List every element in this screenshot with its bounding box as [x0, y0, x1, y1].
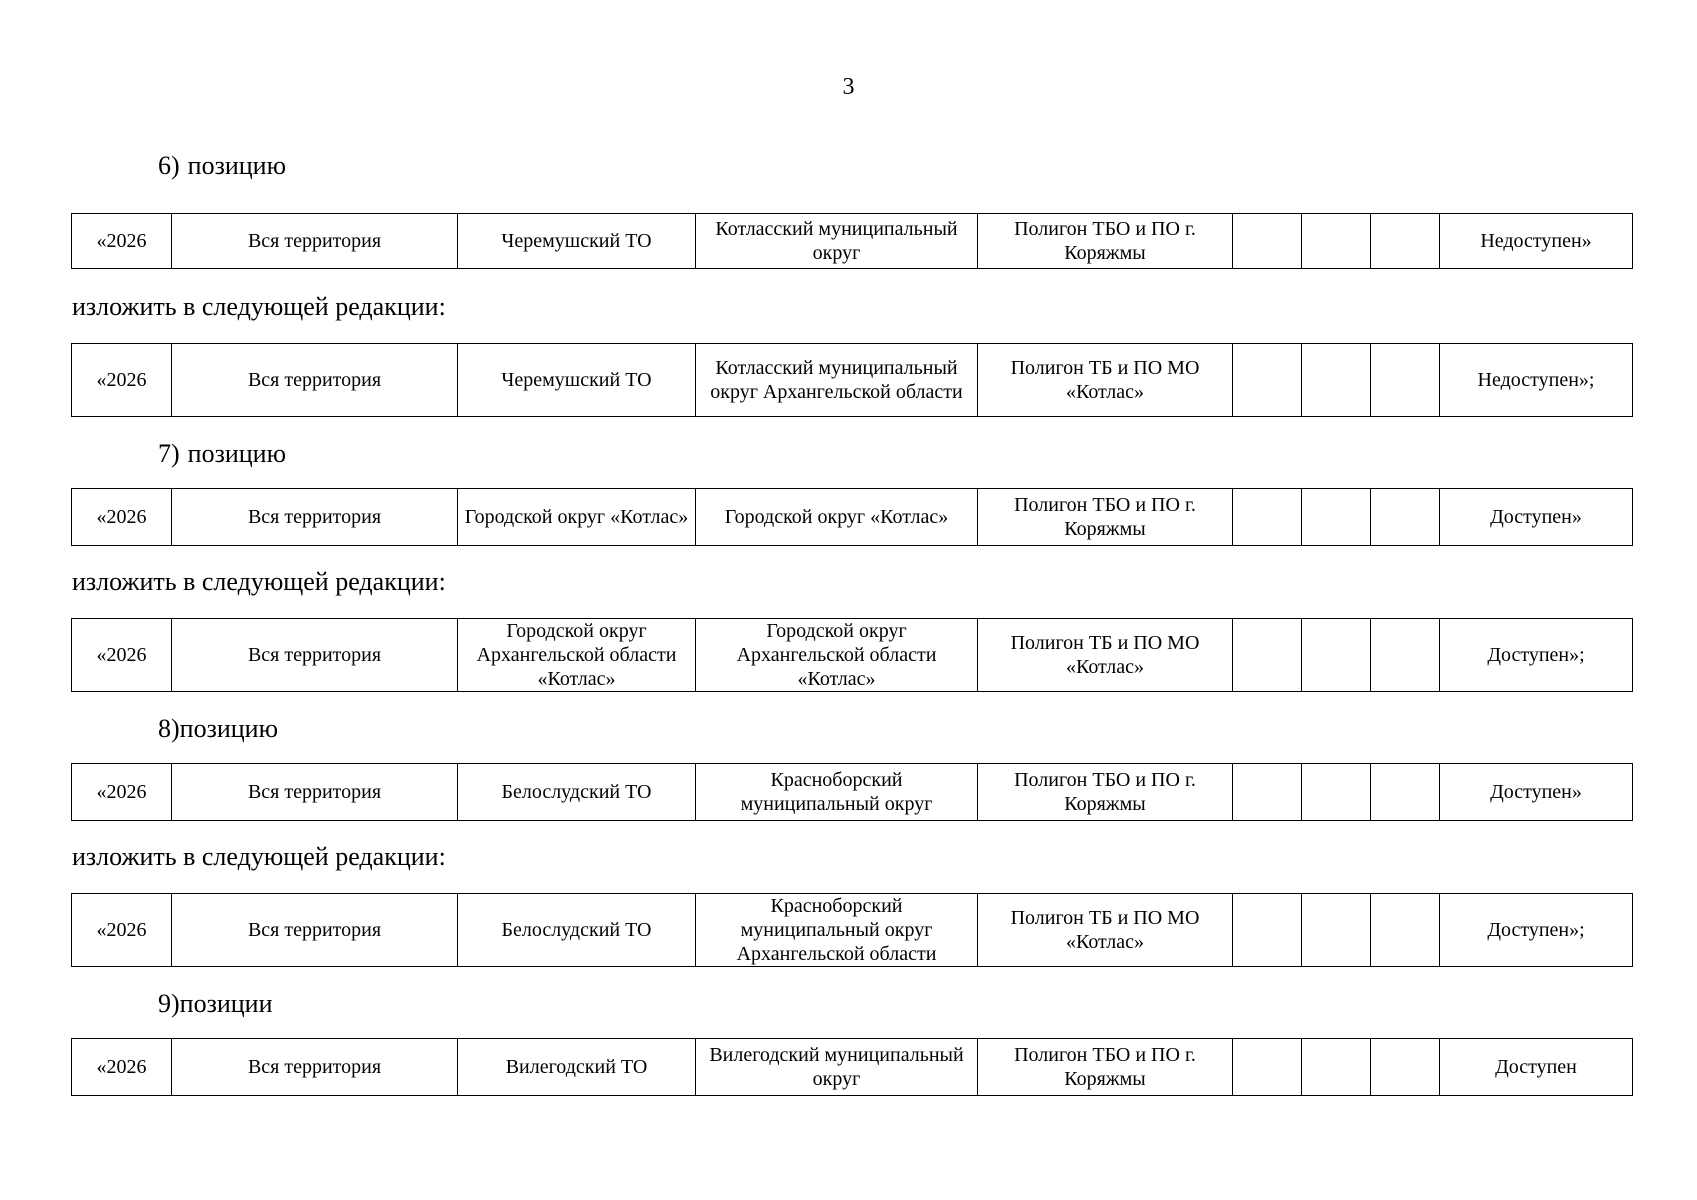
section-number: 9) [158, 989, 180, 1018]
cell-year: «2026 [72, 214, 172, 269]
cell-municipality: Городской округ «Котлас» [696, 489, 978, 546]
table-row [72, 489, 1633, 546]
section-8-heading [158, 714, 278, 744]
section-number: 7) [158, 439, 180, 468]
cell-year: «2026 [72, 764, 172, 821]
section-9-old-row [71, 1038, 1633, 1096]
cell-empty [1302, 344, 1371, 417]
section-6-heading [158, 151, 286, 181]
cell-empty [1302, 619, 1371, 692]
cell-unit: Черемушский ТО [458, 344, 696, 417]
cell-empty [1371, 619, 1440, 692]
cell-municipality: Вилегодский муниципальный округ [696, 1039, 978, 1096]
cell-municipality: Котласский муниципальный округ [696, 214, 978, 269]
cell-empty [1371, 489, 1440, 546]
instruction-text: изложить в следующей редакции: [72, 842, 446, 871]
page-number: 3 [842, 74, 855, 100]
cell-empty [1233, 1039, 1302, 1096]
cell-empty [1233, 489, 1302, 546]
section-6-new-row [71, 343, 1633, 417]
cell-territory: Вся территория [172, 214, 458, 269]
cell-empty [1233, 764, 1302, 821]
cell-year: «2026 [72, 1039, 172, 1096]
cell-availability: Недоступен»; [1440, 344, 1633, 417]
section-8-new-row [71, 893, 1633, 967]
cell-year: «2026 [72, 344, 172, 417]
cell-landfill: Полигон ТБО и ПО г. Коряжмы [978, 764, 1233, 821]
cell-year: «2026 [72, 894, 172, 967]
cell-availability: Доступен»; [1440, 894, 1633, 967]
cell-unit: Черемушский ТО [458, 214, 696, 269]
cell-municipality: Котласский муниципальный округ Архангельской области [696, 344, 978, 417]
table-row [72, 214, 1633, 269]
section-7-heading [158, 439, 286, 469]
cell-empty [1233, 619, 1302, 692]
cell-empty [1302, 764, 1371, 821]
cell-municipality: Красноборский муниципальный округ Архангельской области [696, 894, 978, 967]
cell-landfill: Полигон ТБО и ПО г. Коряжмы [978, 1039, 1233, 1096]
cell-empty [1371, 344, 1440, 417]
cell-empty [1302, 1039, 1371, 1096]
cell-availability: Недоступен» [1440, 214, 1633, 269]
cell-unit: Городской округ «Котлас» [458, 489, 696, 546]
cell-unit: Городской округ Архангельской области «Котлас» [458, 619, 696, 692]
cell-landfill: Полигон ТБ и ПО МО «Котлас» [978, 344, 1233, 417]
section-9-heading [158, 989, 273, 1019]
cell-empty [1302, 894, 1371, 967]
cell-year: «2026 [72, 489, 172, 546]
instruction-text: изложить в следующей редакции: [72, 292, 446, 321]
section-6-old-row [71, 213, 1633, 269]
cell-empty [1233, 214, 1302, 269]
cell-territory: Вся территория [172, 489, 458, 546]
table-row [72, 1039, 1633, 1096]
cell-empty [1371, 764, 1440, 821]
section-number: 6) [158, 151, 180, 180]
cell-municipality: Городской округ Архангельской области «Котлас» [696, 619, 978, 692]
section-word: позицию [179, 714, 279, 743]
cell-territory: Вся территория [172, 619, 458, 692]
section-number: 8) [158, 714, 180, 743]
cell-empty [1302, 489, 1371, 546]
cell-empty [1371, 1039, 1440, 1096]
cell-landfill: Полигон ТБ и ПО МО «Котлас» [978, 894, 1233, 967]
cell-empty [1371, 214, 1440, 269]
cell-territory: Вся территория [172, 894, 458, 967]
cell-unit: Вилегодский ТО [458, 1039, 696, 1096]
cell-empty [1371, 894, 1440, 967]
cell-landfill: Полигон ТБО и ПО г. Коряжмы [978, 214, 1233, 269]
cell-empty [1302, 214, 1371, 269]
section-7-new-row [71, 618, 1633, 692]
section-word: позиции [179, 989, 273, 1018]
section-8-old-row [71, 763, 1633, 821]
cell-availability: Доступен» [1440, 764, 1633, 821]
cell-unit: Белослудский ТО [458, 894, 696, 967]
cell-availability: Доступен»; [1440, 619, 1633, 692]
cell-availability: Доступен [1440, 1039, 1633, 1096]
cell-unit: Белослудский ТО [458, 764, 696, 821]
cell-territory: Вся территория [172, 1039, 458, 1096]
instruction-text: изложить в следующей редакции: [72, 567, 446, 596]
table-row [72, 619, 1633, 692]
table-row [72, 344, 1633, 417]
cell-availability: Доступен» [1440, 489, 1633, 546]
cell-territory: Вся территория [172, 764, 458, 821]
cell-municipality: Красноборский муниципальный округ [696, 764, 978, 821]
cell-landfill: Полигон ТБО и ПО г. Коряжмы [978, 489, 1233, 546]
cell-empty [1233, 344, 1302, 417]
section-7-old-row [71, 488, 1633, 546]
cell-landfill: Полигон ТБ и ПО МО «Котлас» [978, 619, 1233, 692]
cell-year: «2026 [72, 619, 172, 692]
cell-territory: Вся территория [172, 344, 458, 417]
table-row [72, 894, 1633, 967]
section-word: позицию [187, 151, 287, 180]
table-row [72, 764, 1633, 821]
section-word: позицию [187, 439, 287, 468]
cell-empty [1233, 894, 1302, 967]
